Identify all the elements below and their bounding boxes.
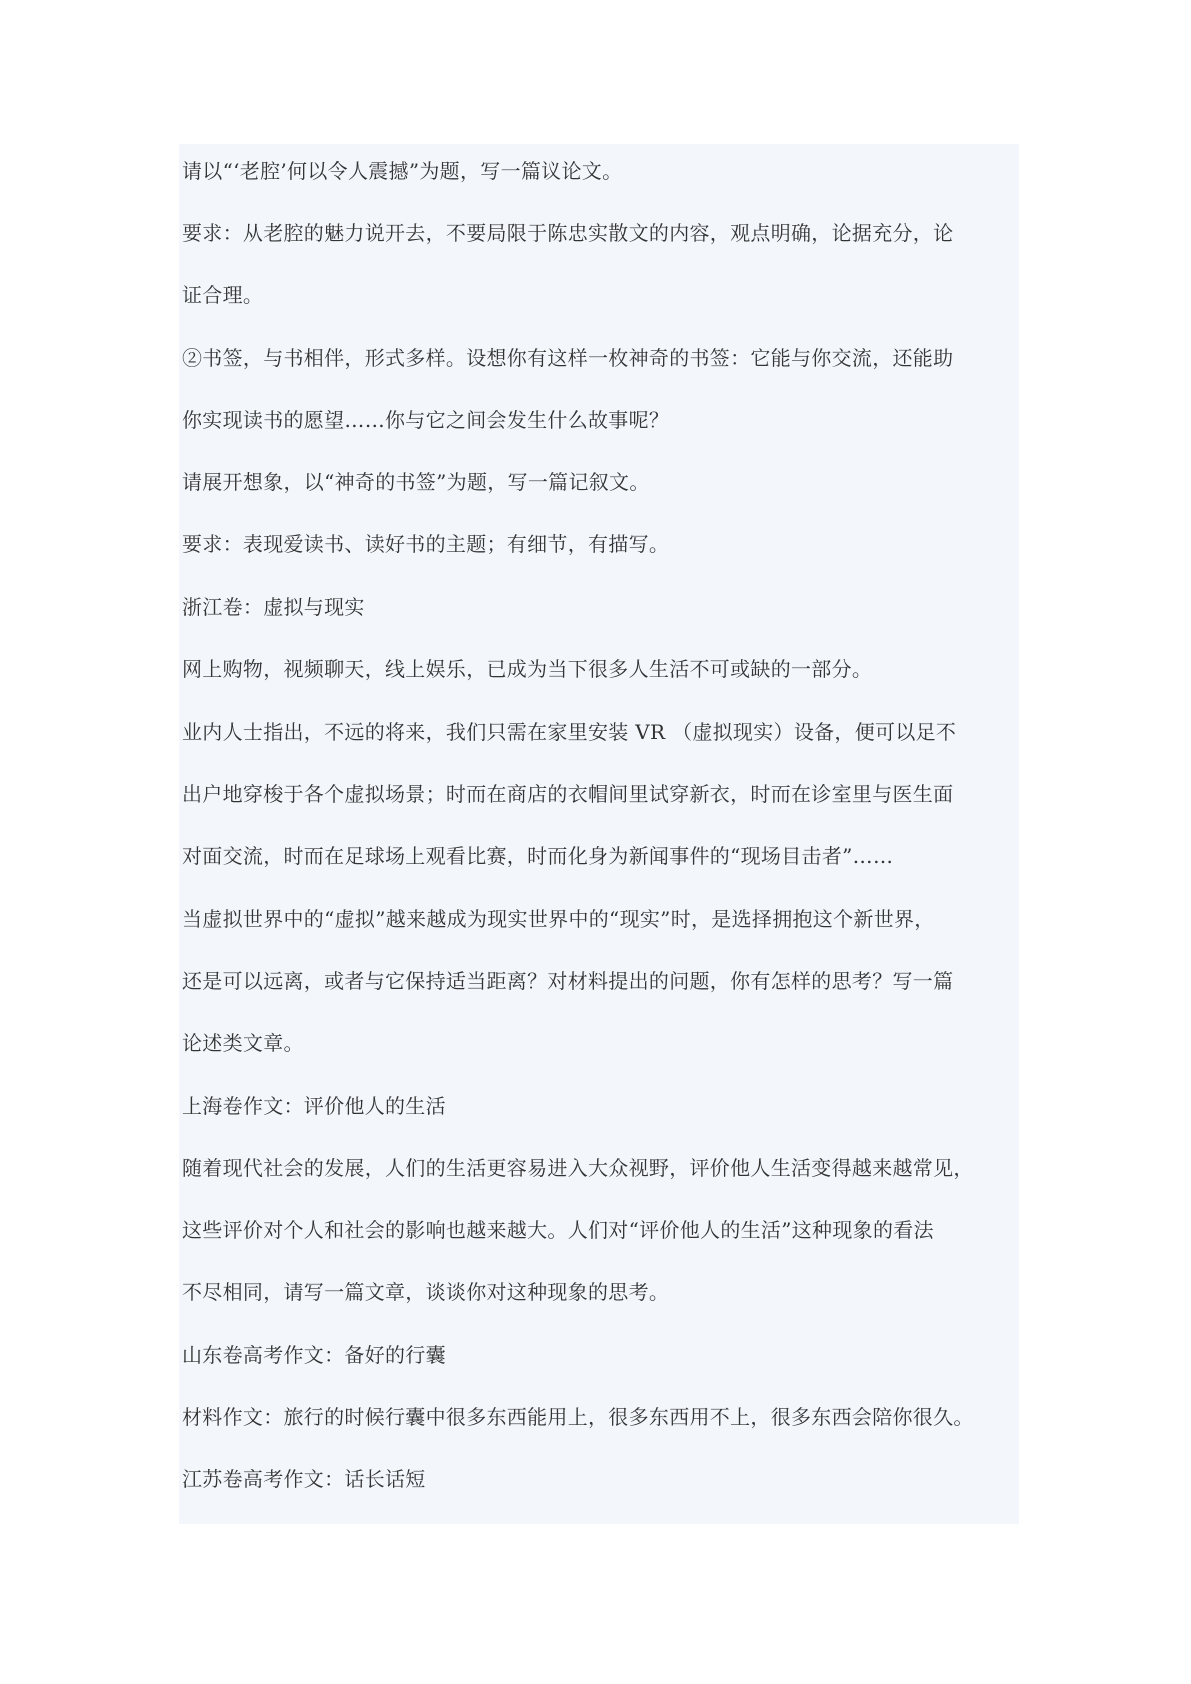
text-line: 当虚拟世界中的“虚拟”越来越成为现实世界中的“现实”时，是选择拥抱这个新世界， — [182, 907, 935, 931]
text-line: ②书签，与书相伴，形式多样。设想你有这样一枚神奇的书签：它能与你交流，还能助 — [182, 346, 954, 370]
text-line: 请展开想象，以“神奇的书签”为题，写一篇记叙文。 — [182, 470, 650, 494]
section-heading: 上海卷作文：评价他人的生活 — [182, 1094, 446, 1118]
text-line: 要求：从老腔的魅力说开去，不要局限于陈忠实散文的内容，观点明确，论据充分，论 — [182, 221, 954, 245]
text-line: 还是可以远离，或者与它保持适当距离？对材料提出的问题，你有怎样的思考？写一篇 — [182, 969, 954, 993]
text-line: 这些评价对个人和社会的影响也越来越大。人们对“评价他人的生活”这种现象的看法 — [182, 1218, 934, 1242]
text-line: 随着现代社会的发展，人们的生活更容易进入大众视野，评价他人生活变得越来越常见， — [182, 1156, 974, 1180]
text-line: 业内人士指出，不远的将来，我们只需在家里安装 VR （虚拟现实）设备，便可以足不 — [182, 720, 957, 744]
text-line: 不尽相同，请写一篇文章，谈谈你对这种现象的思考。 — [182, 1280, 670, 1304]
text-line: 网上购物，视频聊天，线上娱乐，已成为当下很多人生活不可或缺的一部分。 — [182, 657, 873, 681]
text-line: 请以“‘老腔’何以令人震撼”为题，写一篇议论文。 — [182, 159, 623, 183]
text-line: 材料作文：旅行的时候行囊中很多东西能用上，很多东西用不上，很多东西会陪你很久。 — [182, 1405, 974, 1429]
text-line: 证合理。 — [182, 283, 264, 307]
section-heading: 江苏卷高考作文：话长话短 — [182, 1467, 426, 1491]
text-line: 要求：表现爱读书、读好书的主题；有细节，有描写。 — [182, 532, 670, 556]
text-line: 出户地穿梭于各个虚拟场景；时而在商店的衣帽间里试穿新衣，时而在诊室里与医生面 — [182, 782, 954, 806]
section-heading: 山东卷高考作文：备好的行囊 — [182, 1343, 446, 1367]
text-line: 对面交流，时而在足球场上观看比赛，时而化身为新闻事件的“现场目击者”…… — [182, 844, 894, 868]
text-line: 论述类文章。 — [182, 1031, 304, 1055]
text-line: 你实现读书的愿望……你与它之间会发生什么故事呢？ — [182, 408, 670, 432]
document-text-block — [179, 144, 1019, 1524]
section-heading: 浙江卷：虚拟与现实 — [182, 595, 365, 619]
